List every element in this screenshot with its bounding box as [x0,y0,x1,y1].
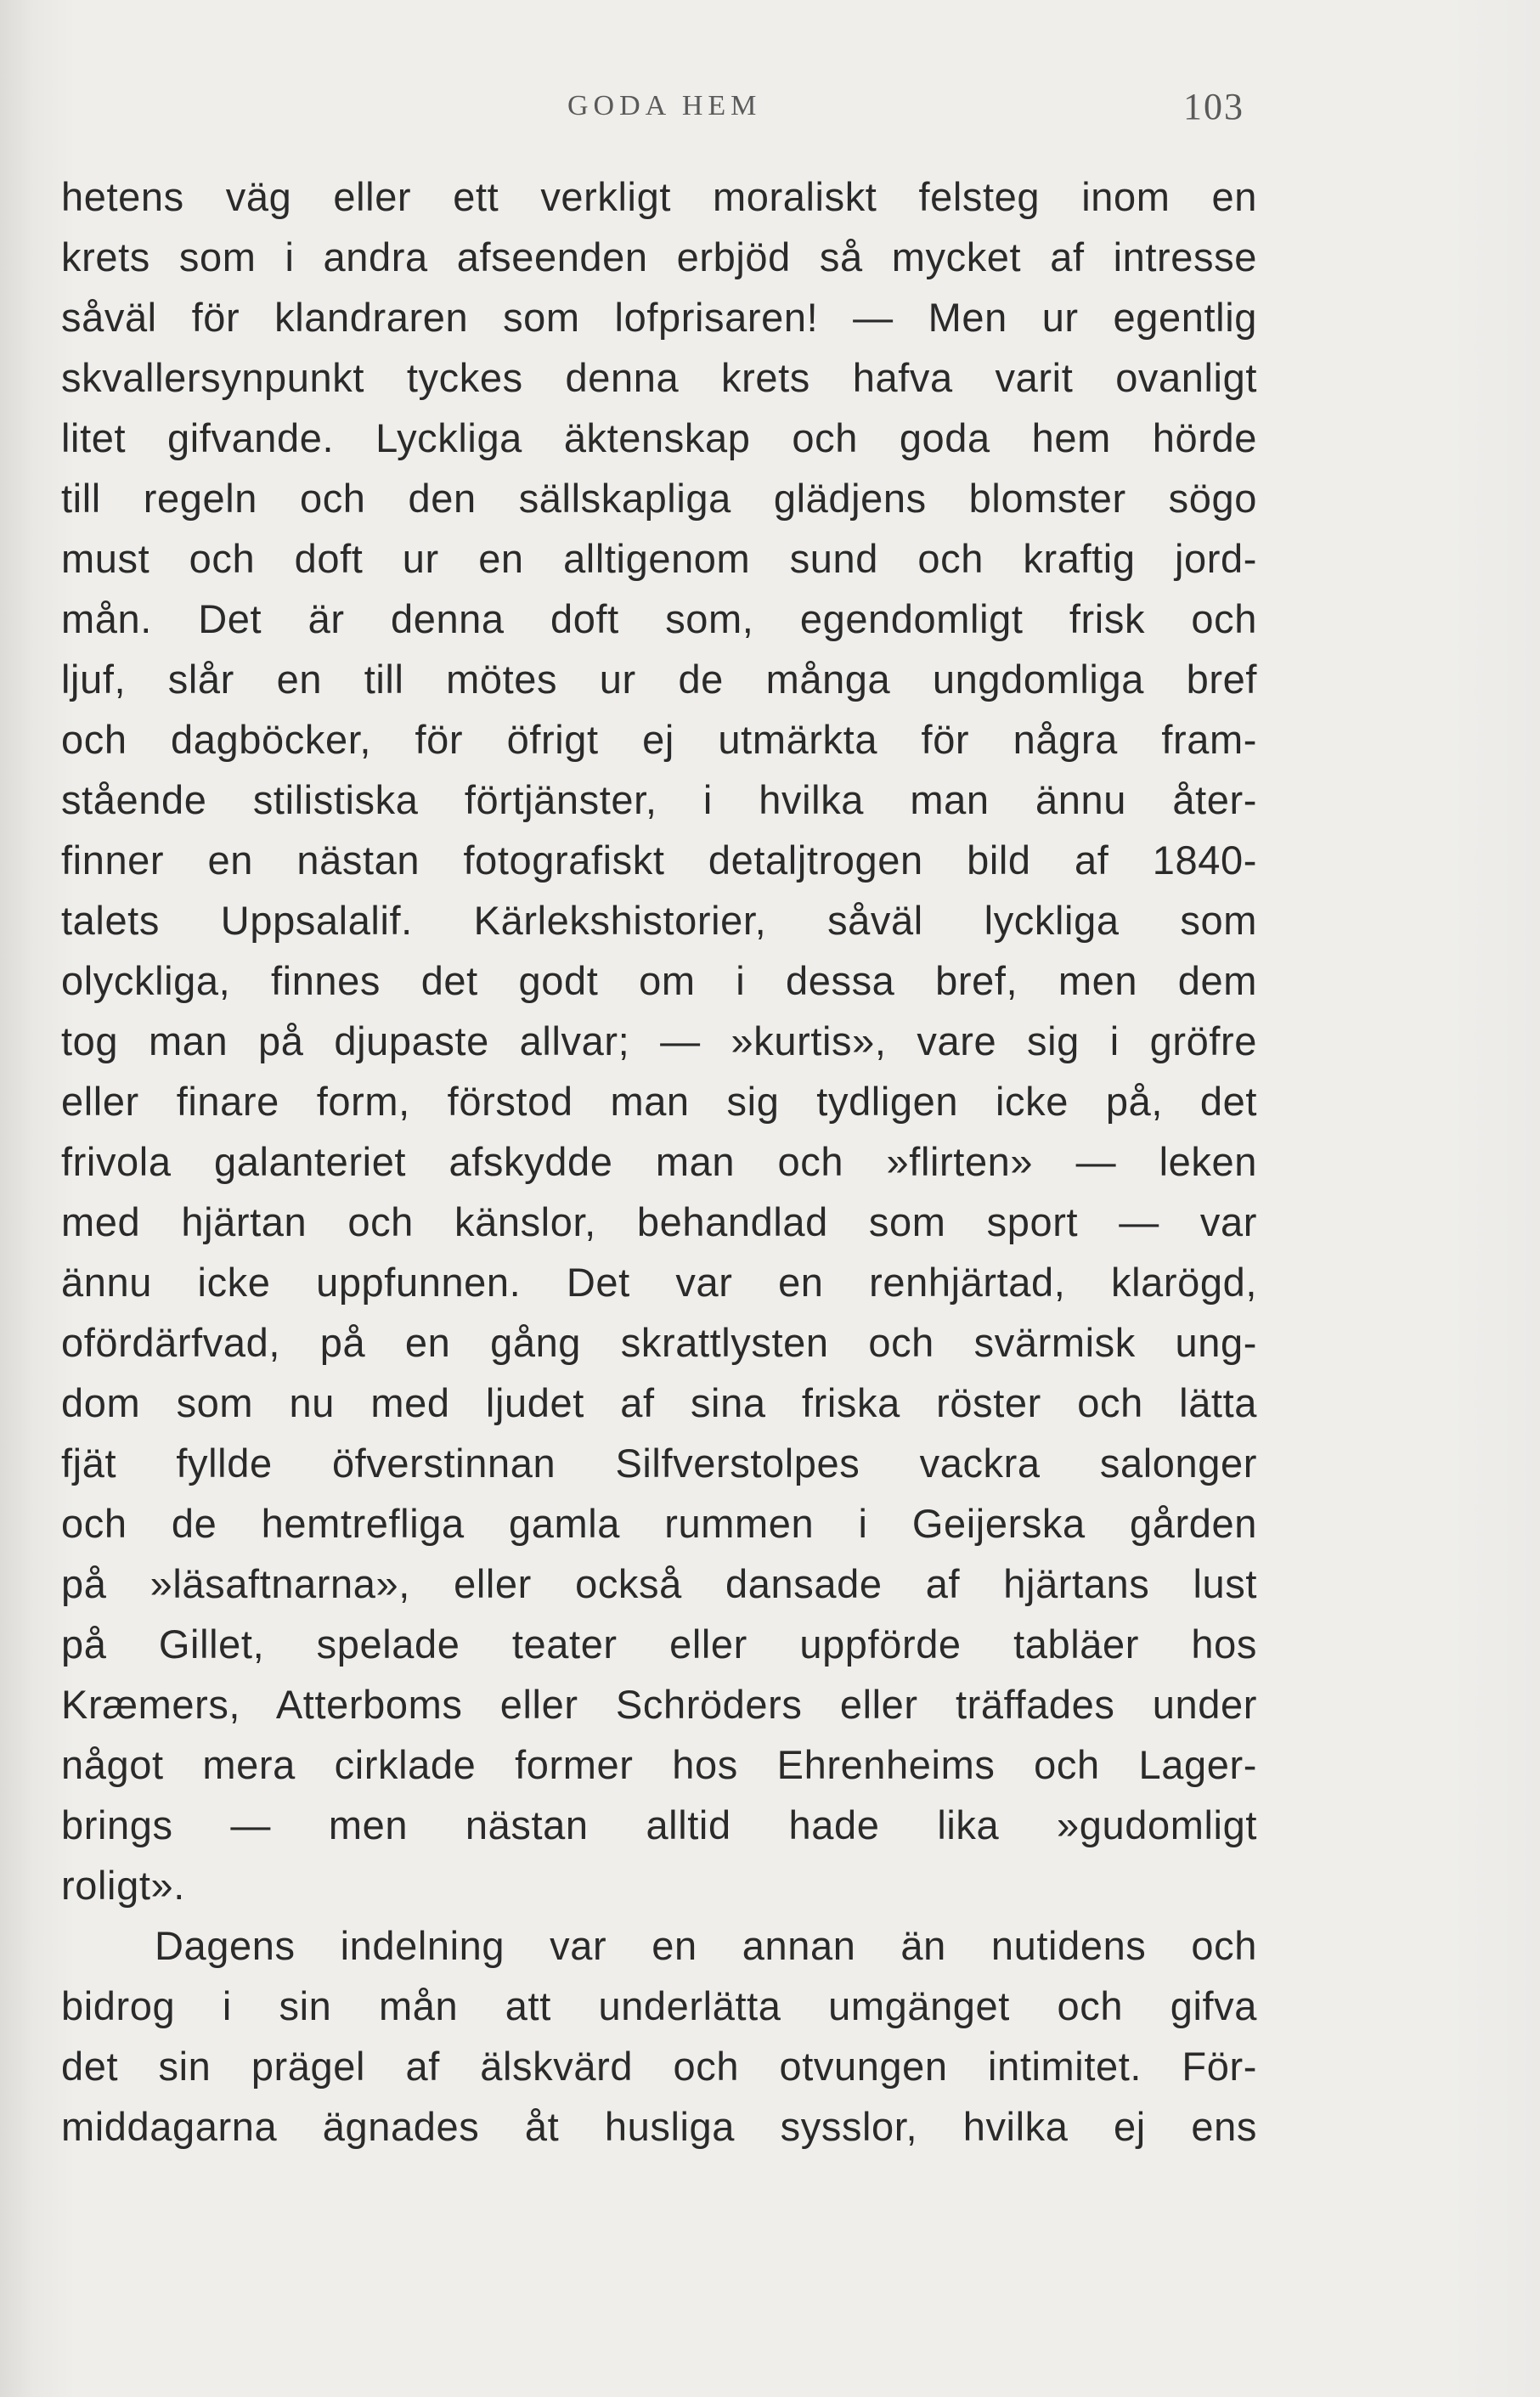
text-line: middagarna ägnades åt husliga sysslor, hvilka ej ens [61,2104,1257,2149]
text-line: såväl för klandraren som lofprisaren! — Men ur egentlig [61,295,1257,340]
text-line: frivola galanteriet afskydde man och »flirten» — leken [61,1139,1257,1184]
text-line: ännu icke uppfunnen. Det var en renhjärtad, klarögd, [61,1260,1257,1305]
text-line: finner en nästan fotografiskt detaljtrogen bild af 1840- [61,838,1257,883]
text-line: och dagböcker, för öfrigt ej utmärkta för några fram- [61,717,1257,762]
text-line: ljuf, slår en till mötes ur de många ungdomliga bref [61,657,1257,702]
text-line: mån. Det är denna doft som, egendomligt frisk och [61,596,1257,641]
text-line: eller finare form, förstod man sig tydligen icke på, det [61,1079,1257,1124]
text-line: krets som i andra afseenden erbjöd så mycket af intresse [61,234,1257,279]
text-line: bidrog i sin mån att underlätta umgänget och gifva [61,1983,1257,2028]
text-line: det sin prägel af älskvärd och otvungen intimitet. För- [61,2044,1257,2089]
text-line: roligt». [61,1863,185,1908]
text-line: på »läsaftnarna», eller också dansade af hjärtans lust [61,1561,1257,1606]
text-line: med hjärtan och känslor, behandlad som sport — var [61,1199,1257,1244]
text-line: Kræmers, Atterboms eller Schröders eller träffades under [61,1682,1257,1727]
text-line: till regeln och den sällskapliga glädjens blomster sögo [61,476,1257,521]
text-line: olyckliga, finnes det godt om i dessa bref, men dem [61,958,1257,1003]
text-line: talets Uppsalalif. Kärlekshistorier, såväl lyckliga som [61,898,1257,943]
text-line: tog man på djupaste allvar; — »kurtis», vare sig i gröfre [61,1018,1257,1063]
text-line: skvallersynpunkt tyckes denna krets hafva varit ovanligt [61,355,1257,400]
text-line: dom som nu med ljudet af sina friska röster och lätta [61,1380,1257,1425]
text-line: fjät fyllde öfverstinnan Silfverstolpes vackra salonger [61,1441,1257,1486]
text-line: brings — men nästan alltid hade lika »gudomligt [61,1802,1257,1847]
running-head [0,85,1540,136]
text-line: stående stilistiska förtjänster, i hvilka man ännu åter- [61,777,1257,822]
text-line: något mera cirklade former hos Ehrenheims och Lager- [61,1742,1257,1787]
text-line: must och doft ur en alltigenom sund och kraftig jord- [61,536,1257,581]
page-number: 103 [1183,86,1244,127]
text-line: på Gillet, spelade teater eller uppförde tabläer hos [61,1622,1257,1667]
running-title: GODA HEM [567,90,762,121]
text-line: och de hemtrefliga gamla rummen i Geijerska gården [61,1501,1257,1546]
body-text [61,166,1257,2157]
text-line: Dagens indelning var en annan än nutidens och [155,1923,1257,1968]
text-line: litet gifvande. Lyckliga äktenskap och goda hem hörde [61,415,1257,460]
text-line: hetens väg eller ett verkligt moraliskt felsteg inom en [61,174,1257,219]
text-line: ofördärfvad, på en gång skrattlysten och svärmisk ung- [61,1320,1257,1365]
